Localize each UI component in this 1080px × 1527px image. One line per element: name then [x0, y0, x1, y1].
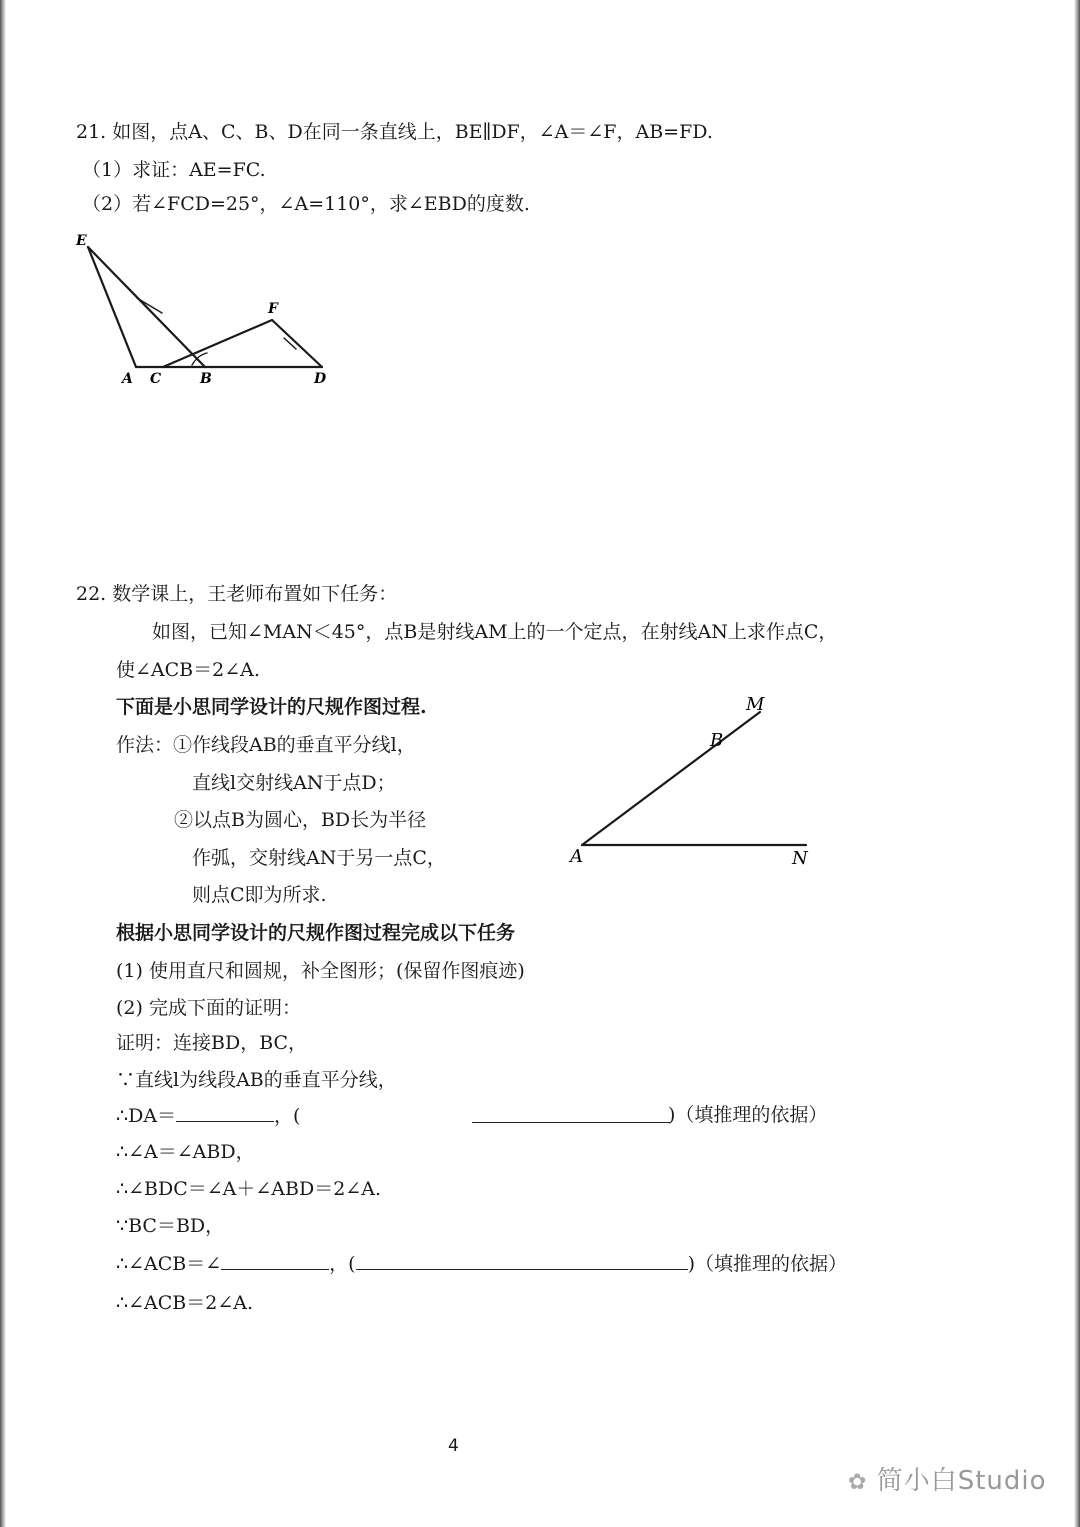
q22-method-step2: ②以点B为圆心，BD长为半径: [174, 809, 427, 831]
q22-complete-title: 根据小思同学设计的尺规作图过程完成以下任务: [116, 922, 516, 944]
q21-stem: 21. 如图，点A、C、B、D在同一条直线上，BE∥DF，∠A＝∠F，AB=FD.: [76, 121, 713, 143]
q22-proof-line7-pre: ∴∠ACB＝∠: [116, 1253, 222, 1275]
q22-stem: 22. 数学课上，王老师布置如下任务：: [76, 583, 398, 605]
q22-label-B: B: [710, 730, 724, 751]
q21-segment-AE: [88, 247, 136, 367]
q21-label-D: D: [314, 371, 327, 387]
q22-ray-AM: [582, 712, 760, 845]
q21-figure: [60, 225, 360, 400]
q22-proof-line4: ∴∠A＝∠ABD，: [116, 1141, 255, 1163]
q21-segment-CF: [163, 320, 272, 367]
q22-label-A: A: [570, 846, 583, 867]
q22-proof-line6: ∵BC＝BD，: [116, 1215, 225, 1237]
q22-proof-line7-post: )（填推理的依据）: [687, 1253, 847, 1275]
q22-proof-line3-pre: ∴DA＝: [116, 1105, 177, 1127]
q22-proof-line1: 证明：连接BD，BC，: [116, 1032, 308, 1054]
q22-part2: (2) 完成下面的证明：: [116, 997, 301, 1019]
q21-part1: （1）求证：AE=FC.: [82, 159, 266, 181]
q22-blank-angle[interactable]: [221, 1251, 329, 1270]
q22-proof-line7: [116, 1251, 847, 1276]
q22-figure: [560, 690, 820, 880]
q21-label-E: E: [76, 233, 87, 249]
q22-proof-line3-post: )（填推理的依据）: [668, 1104, 828, 1126]
q21-segment-BE: [88, 247, 205, 367]
q22-method-step3: 则点C即为所求.: [192, 884, 327, 906]
q21-label-F: F: [268, 301, 278, 317]
q21-label-B: B: [200, 371, 212, 387]
q22-blank-DA[interactable]: [176, 1103, 274, 1122]
q22-method-step2b: 作弧，交射线AN于另一点C，: [192, 847, 446, 869]
q22-blank-reason1[interactable]: [472, 1122, 670, 1123]
q22-proof-line5: ∴∠BDC＝∠A＋∠ABD＝2∠A.: [116, 1178, 381, 1200]
wechat-icon: ✿: [848, 1470, 868, 1495]
q22-proof-line3: [116, 1103, 652, 1128]
q22-method-step1b: 直线l交射线AN于点D；: [192, 772, 396, 794]
q22-proof-line7-mid: ，(: [329, 1253, 356, 1275]
q21-part2: （2）若∠FCD=25°，∠A=110°，求∠EBD的度数.: [82, 193, 530, 215]
q22-blank-reason2[interactable]: [356, 1251, 688, 1270]
q22-design-title: 下面是小思同学设计的尺规作图过程.: [116, 696, 427, 718]
watermark: [848, 1460, 1047, 1497]
scan-edge-left: [0, 0, 6, 1527]
q22-proof-line3-mid: ，(: [274, 1105, 301, 1127]
page-number: 4: [448, 1436, 459, 1456]
scan-edge-right: [1074, 0, 1080, 1527]
q22-label-M: M: [746, 694, 765, 715]
q22-proof-line2: ∵直线l为线段AB的垂直平分线，: [116, 1069, 397, 1091]
q22-blank-reason1-spacer: [300, 1103, 652, 1122]
q21-segment-DF: [272, 320, 322, 367]
q21-label-C: C: [150, 371, 162, 387]
watermark-text: 简小白Studio: [876, 1466, 1047, 1496]
q22-method-step1: 作法：①作线段AB的垂直平分线l，: [116, 734, 416, 756]
q22-task-line1: 如图，已知∠MAN＜45°，点B是射线AM上的一个定点，在射线AN上求作点C，: [152, 621, 838, 643]
q21-label-A: A: [122, 371, 133, 387]
q22-proof-line8: ∴∠ACB＝2∠A.: [116, 1292, 253, 1314]
q22-part1: (1) 使用直尺和圆规，补全图形；(保留作图痕迹): [116, 960, 525, 982]
q22-task-line2: 使∠ACB＝2∠A.: [116, 659, 260, 681]
q22-label-N: N: [792, 848, 808, 869]
